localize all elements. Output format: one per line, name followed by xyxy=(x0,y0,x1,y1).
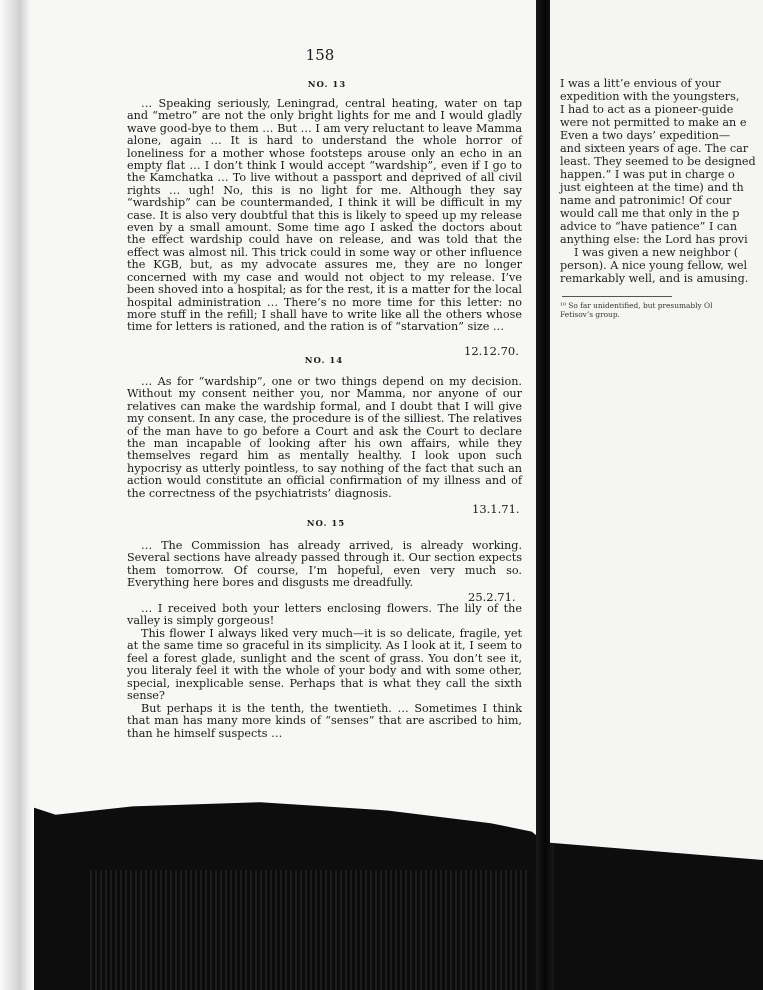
right-page-line: I was a litt’e envious of your xyxy=(560,77,721,90)
right-page-line: expedition with the youngsters, xyxy=(560,90,740,103)
right-page-line: I had to act as a pioneer-guide xyxy=(560,103,734,116)
right-page-line: happen.” I was put in charge o xyxy=(560,168,735,181)
footnote-rule xyxy=(562,296,672,297)
right-page-line: just eighteen at the time) and th xyxy=(560,181,744,194)
letter-14-text: … As for “wardship”, one or two things depend on my decision. Without my consent neither you, nor Mamma, nor anyone of our relatives can make the wardship formal, and I doubt that I will give my consent. In any case, the procedure is of the silliest. The relatives of the man have to go before a Court and ask the Court to declare the man incapable of looking after his own affairs, while they themselves regard him as mentally healthy. I look upon such hypocrisy as utterly pointless, to say nothing of the fact that such an action would constitute an official confirmation of my illness and of the correctness of the psychiatrists’ diagnosis. xyxy=(127,375,522,500)
letter-13-text: … Speaking seriously, Leningrad, central heating, water on tap and “metro” are not the only bright lights for me and I would gladly wave good-bye to them … But … I am very reluctant to leave Mamma alone, again … It is hard to understand the whole horror of loneliness for a mother whose footsteps arouse only an echo in an empty flat … I don’t think I would accept “wardship”, even if I go to the Kamchatka … To live without a passport and deprived of all civil rights … ugh! No, this is no light for me. Although they say “wardship” can be countermanded, I think it will be difficult in my case. It is also very doubtful that this is likely to speed up my release even by a small amount. Some time ago I asked the doctors about the effect wardship could have on release, and was told that the effect was almost nil. This trick could in some way or other influence the KGB, but, as my advocate assures me, they are no longer concerned with my case and would not object to my release. I’ve been shoved into a hospital; as for the rest, it is a matter for the local hospital administration … There’s no more time for this letter: no more stuff in the refill; I shall have to write like all the others whose time for letters is rationed, and the ration is of “starvation” size … xyxy=(127,97,522,334)
right-page-line: least. They seemed to be designed xyxy=(560,155,756,168)
footnote-line: Fetisov’s group. xyxy=(560,310,620,319)
right-page-line: name and patronimic! Of cour xyxy=(560,194,732,207)
letter-15-text: … The Commission has already arrived, is already working. Several sections have already passed through it. Our section expects them tomorrow. Of course, I’m hopeful, even very much so. Everything here bores and disgusts me dreadfully. xyxy=(127,539,522,590)
right-page-line: anything else: the Lord has provi xyxy=(560,233,748,246)
right-page-line: would call me that only in the p xyxy=(560,207,740,220)
right-page-line: and sixteen years of age. The car xyxy=(560,142,749,155)
right-page-line: person). A nice young fellow, wel xyxy=(560,259,748,272)
page-edge-stripes xyxy=(90,870,530,990)
right-page-line: advice to “have patience” I can xyxy=(560,220,738,233)
letter-13-date: 12.12.70. xyxy=(464,344,519,358)
right-page-line: remarkably well, and is amusing. xyxy=(560,272,749,285)
letter-15-date: 25.2.71. xyxy=(468,590,516,604)
section-heading-14: NO. 14 xyxy=(304,356,344,366)
right-page-line: Even a two days’ expedition— xyxy=(560,129,731,142)
section-heading-13: NO. 13 xyxy=(307,80,347,90)
footnote-line: ¹⁰ So far unidentified, but presumably Ol xyxy=(560,301,713,310)
page-number: 158 xyxy=(305,46,335,64)
letter-flowers-p2: This flower I always liked very much—it is so delicate, fragile, yet at the same time so graceful in its simplicity. As I look at it, I seem to feel a forest glade, sunlight and the scent of grass. You don’t see it, you literaly feel it with the whole of your body and with some other, special, inexplicable sense. Perhaps that is what they call the sixth sense? xyxy=(127,627,522,703)
right-page-line: I was given a new neighbor ( xyxy=(574,246,739,259)
letter-14-date: 13.1.71. xyxy=(472,502,520,516)
right-page-line: were not permitted to make an e xyxy=(560,116,747,129)
book-edge xyxy=(0,0,34,990)
letter-flowers-p1: … I received both your letters enclosing flowers. The lily of the valley is simply gorgeous! xyxy=(127,602,522,628)
section-heading-15: NO. 15 xyxy=(306,519,346,529)
letter-flowers-p3: But perhaps it is the tenth, the twentieth. … Sometimes I think that man has many more kinds of “senses” that are ascribed to him, than he himself suspects … xyxy=(127,702,522,740)
